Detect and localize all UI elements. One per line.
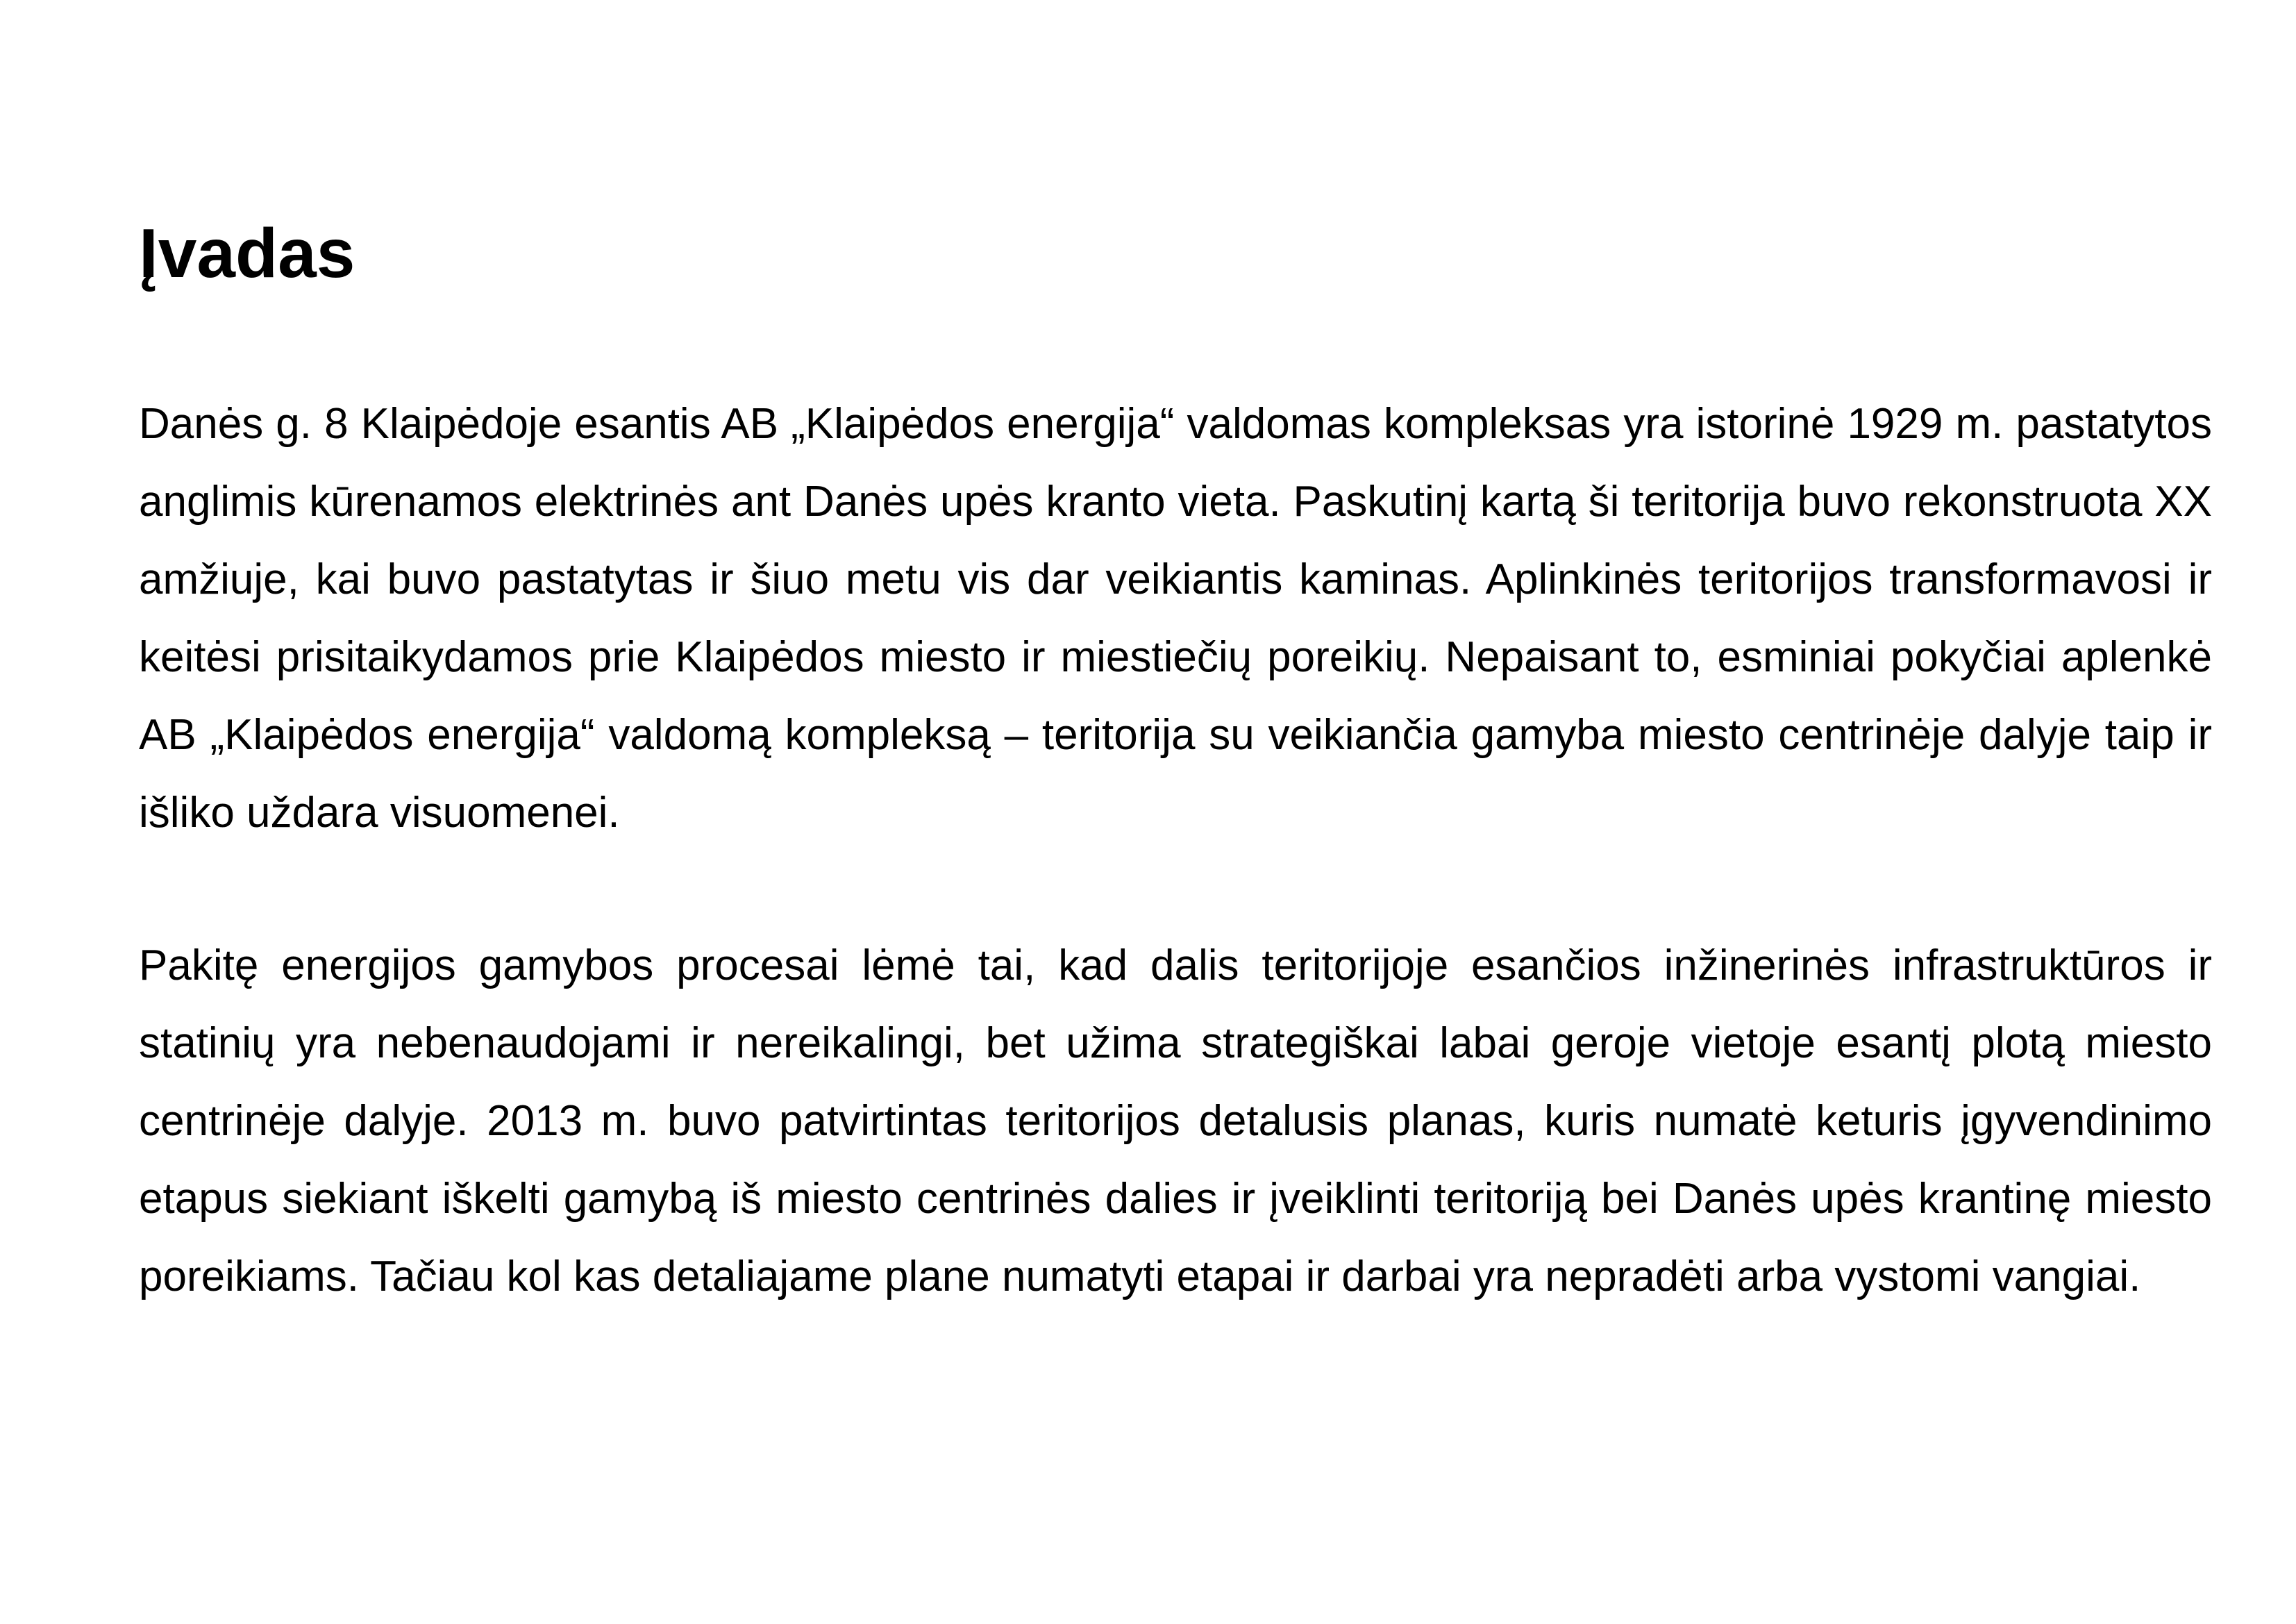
paragraph-2: Pakitę energijos gamybos procesai lėmė tai, kad dalis teritorijoje esančios inžinerinės infrastruktūros ir statinių yra nebenaudojami ir nereikalingi, bet užima strategiškai labai geroje vietoje esantį plotą miesto centrinėje dalyje. 2013 m. buvo patvirtintas teritorijos detalusis planas, kuris numatė keturis įgyvendinimo etapus siekiant iškelti gamybą iš miesto centrinės dalies ir įveiklinti teritoriją bei Danės upės krantinę miesto poreikiams. Tačiau kol kas detaliajame plane numatyti etapai ir darbai yra nepradėti arba vystomi vangiai. [139, 941, 2212, 1300]
paragraph-1: Danės g. 8 Klaipėdoje esantis AB „Klaipėdos energija“ valdomas kompleksas yra istorinė 1929 m. pastatytos anglimis kūrenamos elektrinės ant Danės upės kranto vieta. Paskutinį kartą ši teritorija buvo rekonstruota XX amžiuje, kai buvo pastatytas ir šiuo metu vis dar veikiantis kaminas. Aplinkinės teritorijos transformavosi ir keitėsi prisitaikydamos prie Klaipėdos miesto ir miestiečių poreikių. Nepaisant to, esminiai pokyčiai aplenkė AB „Klaipėdos energija“ valdomą kompleksą – teritorija su veikiančia gamyba miesto centrinėje dalyje taip ir išliko uždara visuomenei. [139, 400, 2212, 837]
page-title: Įvadas [139, 215, 355, 292]
